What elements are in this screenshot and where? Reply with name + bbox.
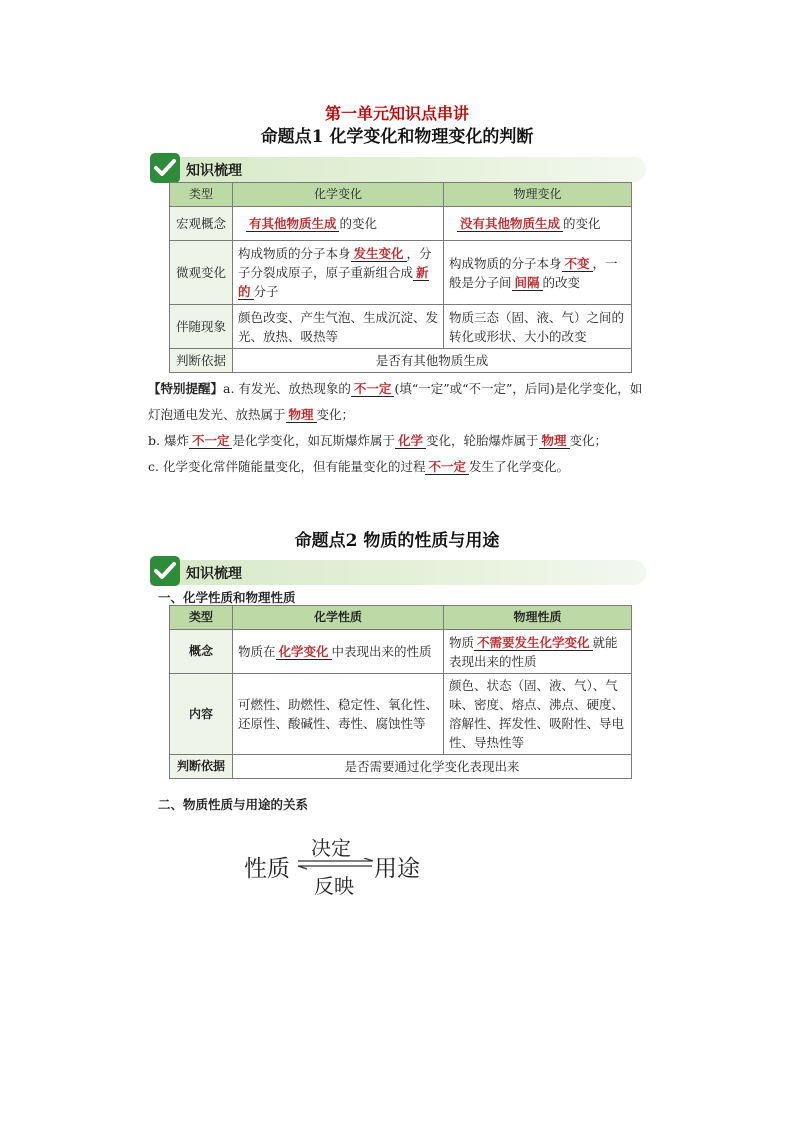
answer-blank: 间隔 [512, 275, 543, 291]
row-label: 宏观概念 [170, 207, 233, 241]
header-chemical: 化学性质 [233, 606, 444, 630]
relation-left: 性质 [244, 856, 290, 882]
table-cell: 有其他物质生成 的变化 [233, 207, 444, 241]
answer-blank: 不一定 [425, 459, 469, 475]
row-label: 判断依据 [170, 349, 233, 373]
table-cell: 是否有其他物质生成 [233, 349, 632, 373]
section2-title: 命题点2 物质的性质与用途 [294, 531, 500, 551]
note-tag: 【特别提醒】 [148, 381, 224, 396]
answer-blank: 发生变化 [351, 246, 407, 262]
answer-blank: 新的 [238, 265, 429, 299]
answer-blank: 化学变化 [276, 644, 332, 660]
header-chemical: 化学变化 [233, 183, 444, 207]
table-cell: 颜色改变、产生气泡、生成沉淀、发光、放热、吸热等 [233, 305, 444, 349]
answer-blank: 化学 [395, 433, 426, 449]
table-cell: 可燃性、助燃性、稳定性、氧化性、还原性、酸碱性、毒性、腐蚀性等 [233, 674, 444, 755]
relation-top: 决定 [311, 836, 351, 860]
section2-banner [150, 560, 646, 585]
section1-title: 命题点1 化学变化和物理变化的判断 [260, 127, 534, 147]
subheading-properties: 一、化学性质和物理性质 [158, 590, 296, 605]
row-label: 内容 [170, 674, 233, 755]
row-label: 微观变化 [170, 241, 233, 305]
table-cell: 构成物质的分子本身 不变 ，一般是分子间 间隔 的改变 [444, 241, 632, 305]
relation-bottom: 反映 [314, 874, 354, 898]
header-physical: 物理变化 [444, 183, 632, 207]
table-cell: 是否需要通过化学变化表现出来 [233, 755, 632, 779]
special-note: 【特别提醒】a. 有发光、放热现象的 不一定 (填“一定”或“不一定”，后同)是化学变化，如灯泡通电发光、放热属于 物理 变化； b. 爆炸 不一定 是化学变化，如瓦斯爆炸属于 化学 变化，轮胎爆炸属于 物理 变化； c. 化学变化常伴随能量变化，但有能量变化的过程 不一定 发生了化学变化。 [148, 381, 643, 474]
document-title: 第一单元知识点串讲 [324, 104, 469, 123]
relation-right: 用途 [374, 856, 420, 882]
header-physical: 物理性质 [444, 606, 632, 630]
row-label: 伴随现象 [170, 305, 233, 349]
answer-blank: 物理 [539, 433, 570, 449]
answer-blank: 不变 [562, 256, 593, 272]
property-table [169, 605, 632, 779]
banner-label: 知识梳理 [186, 163, 242, 179]
checkmark-icon [150, 153, 180, 183]
checkmark-icon [150, 556, 180, 586]
change-table [169, 182, 632, 373]
subheading-relation: 二、物质性质与用途的关系 [158, 797, 309, 812]
table-cell: 物质三态（固、液、气）之间的转化或形状、大小的改变 [444, 305, 632, 349]
table-cell: 颜色、状态（固、液、气）、气味、密度、熔点、沸点、硬度、溶解性、挥发性、吸附性、导电性、导热性等 [444, 674, 632, 755]
header-type: 类型 [170, 606, 233, 630]
section1-banner [150, 157, 646, 182]
answer-blank: 没有其他物质生成 [457, 216, 563, 232]
double-arrow-icon [296, 858, 376, 870]
answer-blank: 物理 [286, 407, 317, 423]
answer-blank: 不一定 [189, 433, 233, 449]
banner-label: 知识梳理 [186, 566, 242, 582]
table-cell: 物质在 化学变化 中表现出来的性质 [233, 630, 444, 674]
row-label: 概念 [170, 630, 233, 674]
header-type: 类型 [170, 183, 233, 207]
relation-diagram [244, 828, 444, 898]
table-cell: 没有其他物质生成 的变化 [444, 207, 632, 241]
table-cell: 构成物质的分子本身 发生变化 ，分子分裂成原子，原子重新组合成 新的 分子 [233, 241, 444, 305]
answer-blank: 有其他物质生成 [246, 216, 340, 232]
row-label: 判断依据 [170, 755, 233, 779]
answer-blank: 不需要发生化学变化 [474, 635, 593, 651]
table-cell: 物质 不需要发生化学变化 就能表现出来的性质 [444, 630, 632, 674]
answer-blank: 不一定 [351, 381, 395, 397]
